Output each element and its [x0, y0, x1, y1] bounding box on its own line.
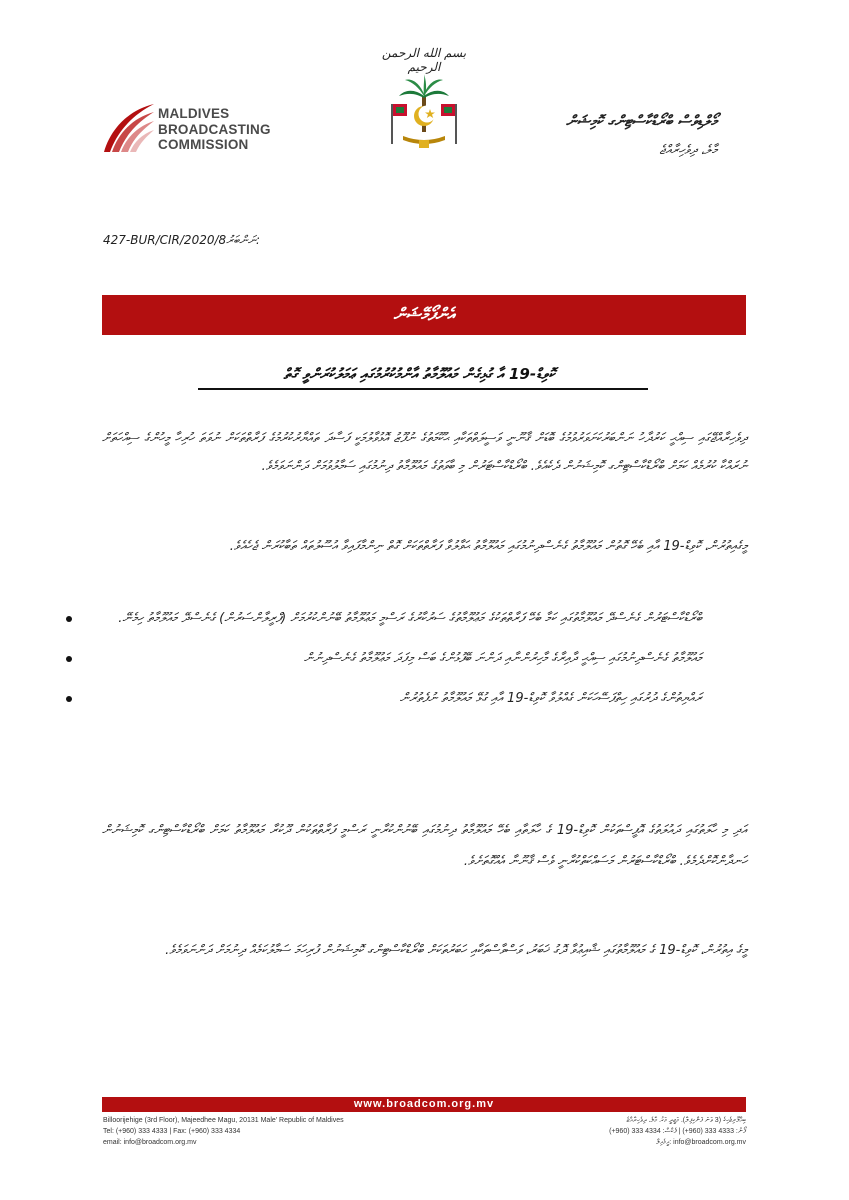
mbc-logo-text	[158, 106, 271, 153]
bismillah-calligraphy: بسم الله الرحمن الرحيم	[381, 46, 467, 74]
document-subtitle: ކޮވިޑް-19 އާ ގުޅިގެން މައުލޫމާތު އާންމުކުރުމުގައި ޢަމަލުކުރަންވީ ގޮތް	[283, 365, 555, 383]
banner-title: އެންފޯމޭޝަން	[393, 305, 455, 325]
bullet-icon	[66, 616, 72, 622]
footer-address: Billoorijehige (3rd Floor), Majeedhee Magu, 20131 Male' Republic of Maldives	[103, 1117, 344, 1124]
title-banner	[102, 295, 746, 335]
mbc-logo	[100, 100, 290, 160]
reference-label: ނަންބަރު:	[226, 233, 261, 247]
bullet-icon	[66, 656, 72, 662]
list-item-text: ބްރޯޑްކާސްޓަރުން ގެނެސްދޭ މައުލޫމާތުގައި ކަމާ ބެހޭ ފަރާތްތަކުގެ މަޢުލޫމާތުގެ ސަރުކާރުގެ ރަސްމީ މަޢުލޫމާތު ބޭނުންކުރުމަށް (ފްރީލާންސަރުން) ގެނެސްދޭ މައުލޫމާތު ހިމެނޭ.	[118, 611, 702, 626]
website-link[interactable]: www.broadcom.org.mv	[353, 1098, 495, 1110]
footer-email[interactable]: email: info@broadcom.org.mv	[103, 1139, 197, 1146]
reference-number-value: 427-BUR/CIR/2020/8	[103, 233, 227, 247]
footer-bar	[102, 1097, 746, 1112]
list-item	[102, 605, 702, 633]
mbc-swoosh-icon	[100, 100, 156, 156]
list-item-text: ރައްޔިތުންގެ ދުރުގައި ހިތްފަސޭހަކަން ގެއްލުވާ ކޮވިޑް-19 އާއި ގުޅޭ މައުލޫމާތު ނުފެތުރުން	[399, 691, 702, 706]
list-item-text: މައުލޫމާތު ގެނެސްދިނުމުގައި ސިއްޙީ ދާއިރާގެ މާހިރުންނާއި ދަންނަ ބޭފުޅުންގެ ބަސް މިފަދަ މަޢުލޫމާތު ގެނެސްދިނުން	[303, 651, 702, 666]
footer-phone: Tel: (+960) 333 4333 | Fax: (+960) 333 4334	[103, 1128, 241, 1135]
reference-number	[103, 233, 260, 248]
logo-line-1: MALDIVES	[158, 106, 230, 121]
logo-line-2: BROADCASTING	[158, 121, 271, 137]
paragraph-3: އަދި މި ހާލަތުގައި ދައުލަތުގެ އޮފީސްތަކުން ކޮވިޑް-19 ގެ ހާލަތާއި ބެހޭ މައުލޫމާތު ދިނުމުގައި ބޭނުންކުރާނީ ރަސްމީ ފަރާތްތަކުން ދޫކުރާ މައުލޫމާތު ކަމަށް ބްރޯޑްކާސްޓިންގ ކޮމިޝަނުން ހަނދާންކޮށްދެމެވެ. ބްރޯޑްކާސްޓަރުން މަސައްކަތްކުރާނީ ވެސް ޤާނޫނާ އެއްގޮތަށެވެ.	[102, 823, 747, 869]
list-item	[102, 685, 702, 713]
org-name-dhivehi: މޯލްޑިވްސް ބްރޯޑްކާސްޓިންގ ކޮމިޝަން	[566, 112, 717, 130]
footer-contact-english	[103, 1115, 344, 1148]
bullet-icon	[66, 696, 72, 702]
logo-line-3: COMMISSION	[158, 137, 249, 152]
footer-contact-dhivehi	[609, 1115, 746, 1148]
footer-address-dv: ބިއްލޫރިޖެހިގެ (3 ވަނަ ފަންގިފިލާ)، މަޖީދީ މަގު، މާލެ، ދިވެހިރާއްޖެ	[626, 1117, 746, 1124]
state-emblem-icon	[389, 74, 459, 152]
paragraph-4: މީގެ އިތުރުން، ކޮވިޑް-19 ގެ މައުލޫމާތުގައި ޝާއިޢުވާ ދޮގު ޚަބަރު، ވަސްވާސްތަކާއި ހަބަރުތަކަށް ބްރޯޑްކާސްޓިންގ ކޮމިޝަނުން ފުރިހަމަ ސަމާލުކަމެއް ދިނުމަށް ދަންނަވަމެވެ.	[165, 943, 747, 958]
paragraph-1: ދިވެހިރާއްޖޭގައި ސިއްޙީ ކަރުދާހު ނަންބަރުކަށަވަރުވުމުގެ ބޮޑަށް ޤާނޫނީ ވަސީލަތްތަކާއި ޙުކޫމަތުގެ ނުފޫޒު އޮޅުވާލުމަކީ ފަސާދަ ތައްޔާރުކުރުމުގެ ފަރާތްތަކަށް ނުވަތަ ހުރިހާ މީހުންގެ ސިއްހަތަށް ނުރައްކާ ކުރުމެއް ކަމަށް ބްރޯޑްކާސްޓިންގ ކޮމިޝަނުން ދެކެއެވެ. ބްރޯޑްކާސްޓަރުން މި ބާވަތުގެ މައުލޫމާތު ދިނުމުގައި ސަމާލުވުމަށް ދަންނަވަމެވެ.	[102, 431, 747, 474]
org-city-dhivehi: މާލެ، ދިވެހިރާއްޖެ	[659, 143, 717, 158]
footer-phone-dv: ފޯނު: 4333 333 (960+) | ފެކްސް: 4334 333 (960+)	[609, 1128, 746, 1135]
footer-email-dv[interactable]: info@broadcom.org.mv :އީމެއިލް	[655, 1139, 746, 1146]
subtitle-underline	[198, 388, 648, 390]
paragraph-2: މީގެއިތުރުން، ކޮވިޑް-19 އާއި ބެހޭ ގޮތުން މައުލޫމާތު ގެނެސްދިނުމުގައި މައުލޫމާތު ޙަވާލުވާ ފަރާތްތަކަށް ގޮތް ނިންމާފައިވާ އުސޫލުތައް ތަބާކުރަން ޖެހެއެވެ.	[229, 539, 747, 554]
list-item	[102, 645, 702, 673]
bullet-list	[102, 605, 747, 713]
